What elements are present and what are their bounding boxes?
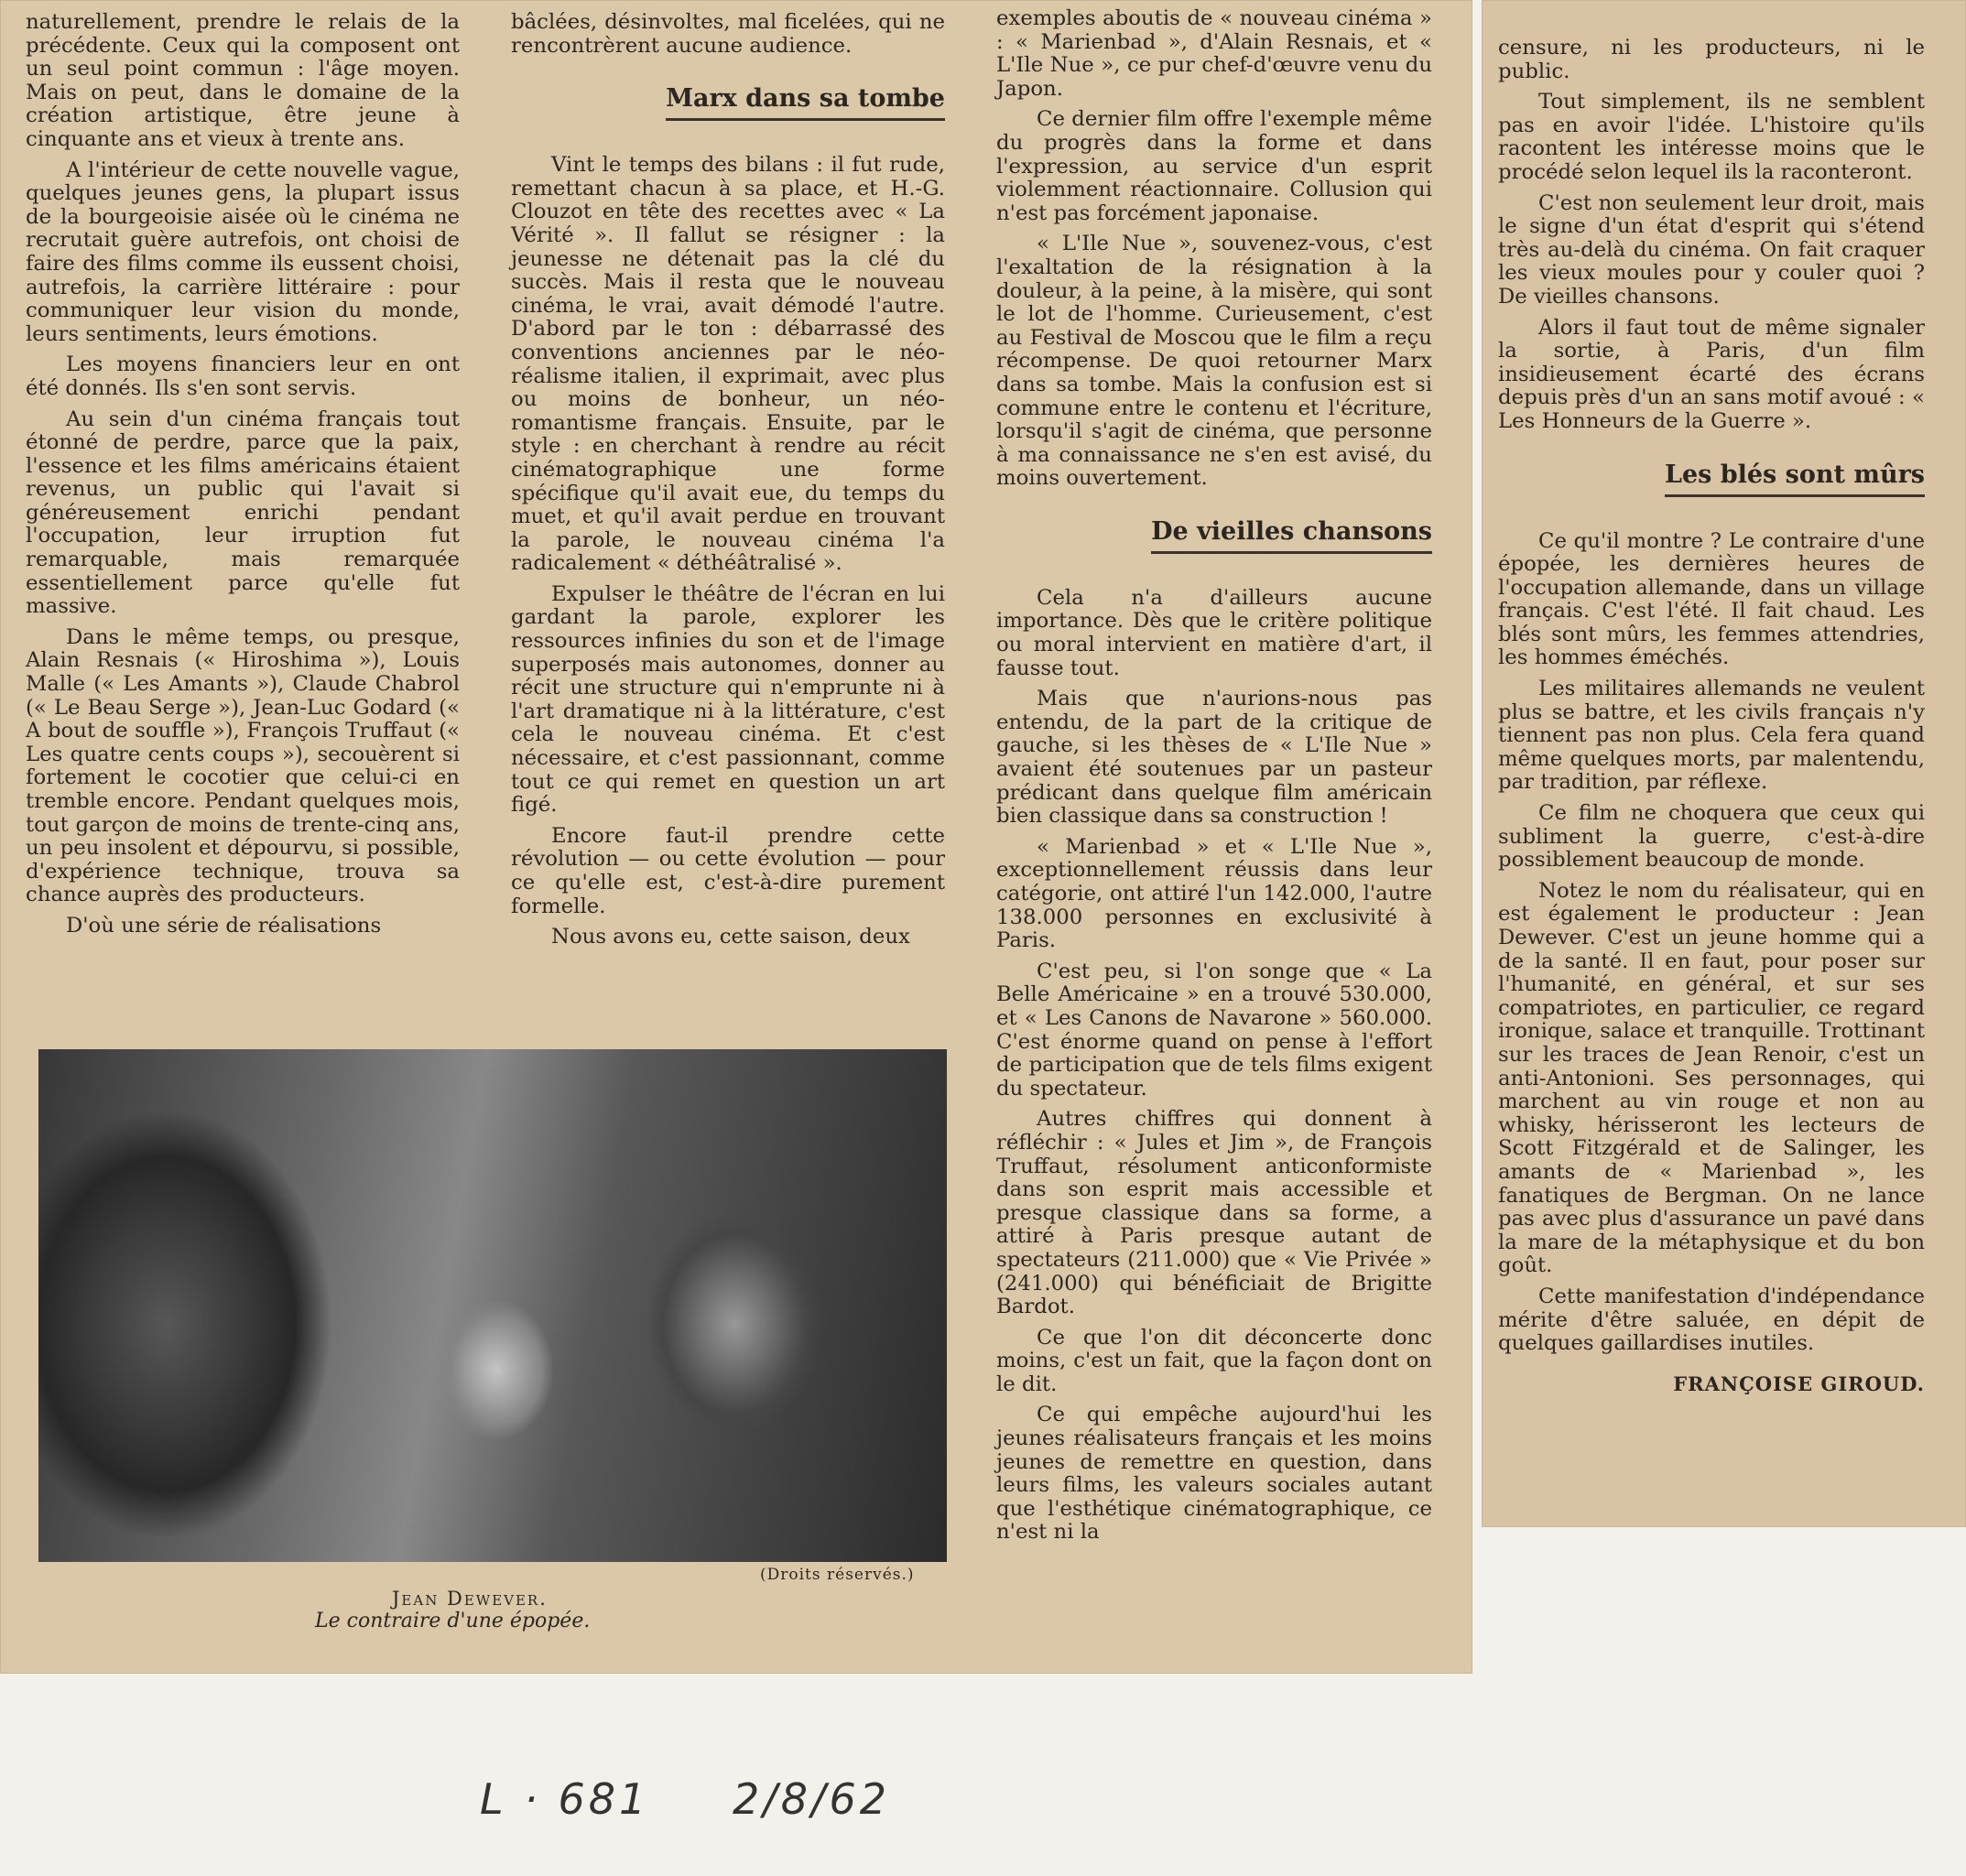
photo-jean-dewever (38, 1049, 947, 1562)
section-heading-bles: Les blés sont mûrs (1498, 461, 1925, 497)
photo-caption-text: Le contraire d'une épopée. (315, 1610, 591, 1632)
paragraph: Dans le même temps, ou presque, Alain Resnais (« Hiroshima »), Louis Malle (« Les Amants »), Claude Chabrol (« Le Beau Serge »), Jean-Luc Godard (« A bout de souffle »), François Truffaut (« Les quatre cents coups »), secouèrent si fortement le cocotier que celui-ci en tremble encore. Pendant quelques mois, tout garçon de moins de trente-cinq ans, un peu insolent et dépourvu, si possible, d'expérience technique, trouva sa chance auprès des producteurs. (26, 624, 460, 907)
paragraph: Expulser le théâtre de l'écran en lui gardant la parole, explorer les ressources infinies du son et de l'image superposés mais autonomes, donner au récit une structure qui n'emprunte ni à l'art dramatique ni à la littérature, c'est cela le nouveau cinéma. Et c'est nécessaire, et c'est passionnant, comme tout ce qui remet en question un art figé. (511, 581, 945, 818)
paragraph: Mais que n'aurions-nous pas entendu, de la part de la critique de gauche, si les thèses de « L'Ile Nue » avaient été soutenues par un pasteur prédicant dans quelque film américain bien classique dans sa construction ! (996, 687, 1432, 829)
paragraph: Au sein d'un cinéma français tout étonné de perdre, parce que la paix, l'essence et les films américains étaient revenus, un public qui l'avait si généreusement enrichi pendant l'occupation, leur irruption fut remarquable, mais remarquée essentiellement parce qu'elle fut massive. (26, 407, 460, 619)
paragraph: C'est peu, si l'on songe que « La Belle Américaine » en a trouvé 530.000, et « Les Canons de Navarone » 560.000. C'est énorme quand on pense à l'effort de participation que de tels films exigent du spectateur. (996, 959, 1432, 1101)
paragraph: naturellement, prendre le relais de la précédente. Ceux qui la composent ont un seul point commun : l'âge moyen. Mais on peut, dans le domaine de la création artistique, être jeune à cinquante ans et vieux à trente ans. (26, 10, 460, 151)
paragraph: « L'Ile Nue », souvenez-vous, c'est l'exaltation de la résignation à la douleur, à la peine, à la misère, qui sont le lot de l'homme. Curieusement, c'est au Festival de Moscou que le film a reçu récompense. De quoi retourner Marx dans sa tombe. Mais la confusion est si commune entre le contenu et l'écriture, lorsqu'il s'agit de cinéma, que personne à ma connaissance ne s'en est avisé, du moins ouvertement. (996, 232, 1432, 491)
paragraph: Les moyens financiers leur en ont été donnés. Ils s'en sont servis. (26, 352, 460, 400)
paragraph: Encore faut-il prendre cette révolution — ou cette évolution — pour ce qu'elle est, c'est-à-dire purement formelle. (511, 823, 945, 918)
paragraph: Ce que l'on dit déconcerte donc moins, c'est un fait, que la façon dont on le dit. (996, 1325, 1432, 1396)
paragraph: Ce qu'il montre ? Le contraire d'une épopée, les dernières heures de l'occupation allemande, dans un village français. C'est l'été. Il fait chaud. Les blés sont mûrs, les femmes attendries, les hommes éméchés. (1498, 528, 1925, 670)
paragraph: Les militaires allemands ne veulent plus se battre, et les civils français n'y tiennent pas non plus. Cela fera quand même quelques morts, par malentendu, par tradition, par réflexe. (1498, 677, 1925, 795)
paragraph: Ce film ne choquera que ceux qui subliment la guerre, c'est-à-dire possiblement beaucoup de monde. (1498, 801, 1925, 873)
paragraph: D'où une série de réalisations (66, 913, 382, 938)
article-column-2 (511, 11, 945, 957)
handwritten-reference: L · 681 (480, 1774, 650, 1824)
article-column-1 (26, 11, 460, 946)
paragraph: Ce qui empêche aujourd'hui les jeunes réalisateurs français et les moins jeunes de remettre en question, dans leurs films, les valeurs sociales autant que l'esthétique cinématographique, ce n'est ni la (996, 1403, 1432, 1545)
photo-caption-name: Jean Dewever. (392, 1588, 548, 1610)
paragraph: Ce dernier film offre l'exemple même du progrès dans la forme et dans l'expression, au service d'un esprit violemment réactionnaire. Collusion qui n'est pas forcément japonaise. (996, 107, 1432, 225)
paragraph: exemples aboutis de « nouveau cinéma » : « Marienbad », d'Alain Resnais, et « L'Ile Nue », ce pur chef-d'œuvre venu du Japon. (996, 6, 1432, 101)
paragraph: A l'intérieur de cette nouvelle vague, quelques jeunes gens, la plupart issus de la bourgeoisie aisée où le cinéma ne recrutait guère autrefois, ont choisi de faire des films comme ils eussent choisi, autrefois, la carrière littéraire : pour communiquer leur vision du monde, leurs sentiments, leurs émotions. (26, 157, 460, 346)
paragraph: Notez le nom du réalisateur, qui en est également le producteur : Jean Dewever. C'est un jeune homme qui a de la santé. Il en faut, pour poser sur l'humanité, en général, et sur ses compatriotes, en particulier, ce regard ironique, salace et tranquille. Trottinant sur les traces de Jean Renoir, c'est un anti-Antonioni. Ses personnages, qui marchent au vin rouge et non au whisky, hérisseront les lecteurs de Scott Fitzgérald et de Salinger, les amants de « Marienbad », les fanatiques de Bergman. On ne lance pas avec plus d'assurance un pavé dans la mare de la métaphysique et du bon goût. (1498, 878, 1925, 1278)
paragraph: censure, ni les producteurs, ni le public. (1498, 36, 1925, 83)
author-signature: FRANÇOISE GIROUD. (1673, 1372, 1925, 1395)
handwritten-date: 2/8/62 (733, 1774, 891, 1824)
paragraph: bâclées, désinvoltes, mal ficelées, qui ne rencontrèrent aucune audience. (511, 10, 945, 58)
paragraph: Cette manifestation d'indépendance mérite d'être saluée, en dépit de quelques gaillardises inutiles. (1498, 1284, 1925, 1356)
paragraph: Alors il faut tout de même signaler la sortie, à Paris, d'un film insidieusement écarté des écrans depuis près d'un an sans motif avoué : « Les Honneurs de la Guerre ». (1498, 315, 1925, 433)
article-column-3 (996, 7, 1432, 1552)
section-heading-chansons: De vieilles chansons (996, 518, 1432, 554)
article-column-4 (1498, 37, 1925, 1395)
paragraph: Tout simplement, ils ne semblent pas en avoir l'idée. L'histoire qu'ils racontent les intéresse moins que le procédé selon lequel ils la raconteront. (1498, 90, 1925, 184)
paragraph: Autres chiffres qui donnent à réfléchir : « Jules et Jim », de François Truffaut, résolument anticonformiste dans son esprit mais accessible et presque classique dans sa forme, a attiré à Paris presque autant de spectateurs (211.000) que « Vie Privée » (241.000) qui bénéficiait de Brigitte Bardot. (996, 1107, 1432, 1319)
section-heading-marx: Marx dans sa tombe (511, 85, 945, 121)
paragraph: Vint le temps des bilans : il fut rude, remettant chacun à sa place, et H.-G. Clouzot en tête des recettes avec « La Vérité ». Il fallut se résigner : la jeunesse ne détenait pas la clé du succès. Mais il resta que le nouveau cinéma, le vrai, avait démodé l'autre. D'abord par le ton : débarrassé des conventions anciennes par le néo-réalisme italien, il exprimait, avec plus ou moins de bonheur, un néo-romantisme français. Ensuite, par le style : en cherchant à rendre au récit cinématographique une forme spécifique qu'il avait eue, du temps du muet, et qu'il avait perdue en trouvant la parole, le nouveau cinéma l'a radicalement « déthéâtralisé ». (511, 153, 945, 576)
paragraph: Nous avons eu, cette saison, deux (551, 925, 910, 949)
photo-credit: (Droits réservés.) (760, 1566, 915, 1584)
paragraph: « Marienbad » et « L'Ile Nue », exceptionnellement réussis dans leur catégorie, ont attiré l'un 142.000, l'autre 138.000 personnes en exclusivité à Paris. (996, 834, 1432, 953)
paragraph: C'est non seulement leur droit, mais le signe d'un état d'esprit qui s'étend très au-delà du cinéma. On fait craquer les vieux moules pour y couler quoi ? De vieilles chansons. (1498, 190, 1925, 309)
paragraph: Cela n'a d'ailleurs aucune importance. Dès que le critère politique ou moral intervient en matière d'art, il fausse tout. (996, 585, 1432, 680)
